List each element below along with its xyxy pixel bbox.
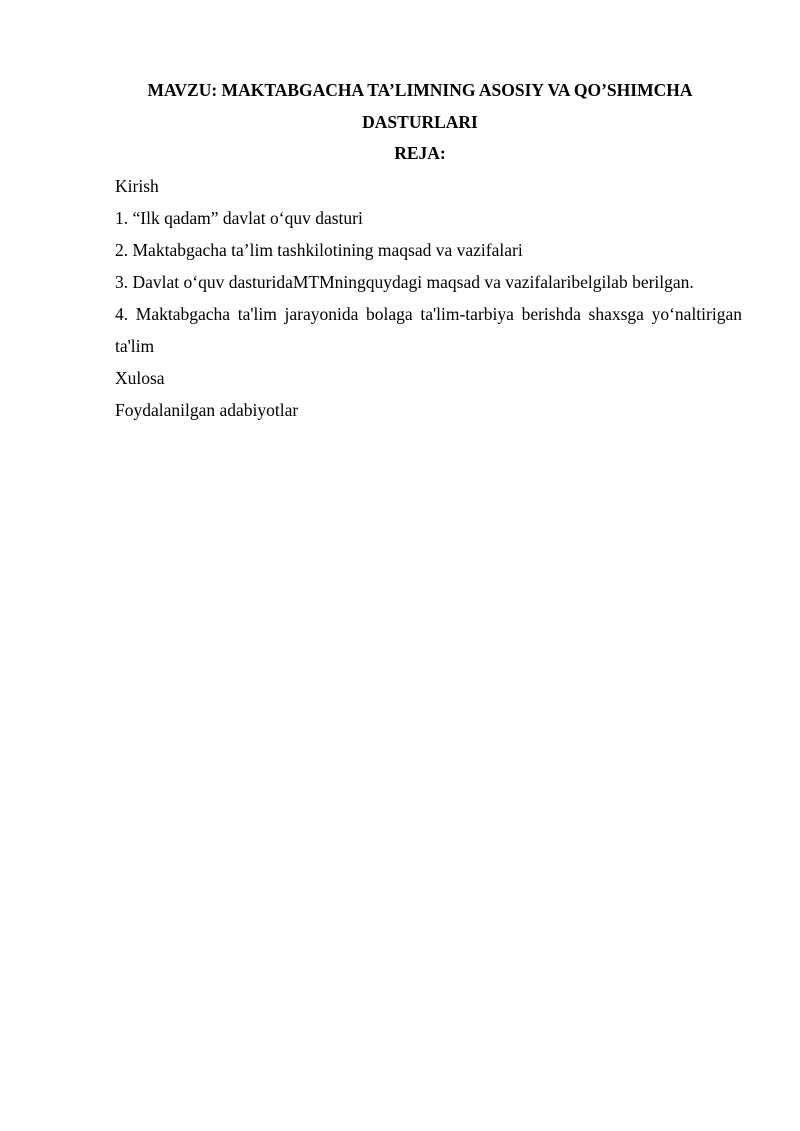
plan-heading: REJA: (394, 143, 446, 163)
plan-item-conclusion: Xulosa (115, 368, 165, 388)
document-title: MAVZU: MAKTABGACHA TA’LIMNING ASOSIY VA QO’SHIMCHA DASTURLARI (147, 80, 693, 132)
plan-item-references: Foydalanilgan adabiyotlar (115, 400, 299, 420)
plan-item-3: 3. Davlat o‘quv dasturidaMTMningquydagi maqsad va vazifalaribelgilab berilgan. (115, 272, 694, 292)
plan-item-introduction: Kirish (115, 176, 159, 196)
plan-item-2: 2. Maktabgacha ta’lim tashkilotining maqsad va vazifalari (115, 240, 523, 260)
plan-list (115, 170, 742, 426)
plan-item-1: 1. “Ilk qadam” davlat o‘quv dasturi (115, 208, 363, 228)
plan-item-4: 4. Maktabgacha ta'lim jarayonida bolaga ta'lim-tarbiya berishda shaxsga yo‘naltirigan ta'lim (115, 304, 742, 356)
